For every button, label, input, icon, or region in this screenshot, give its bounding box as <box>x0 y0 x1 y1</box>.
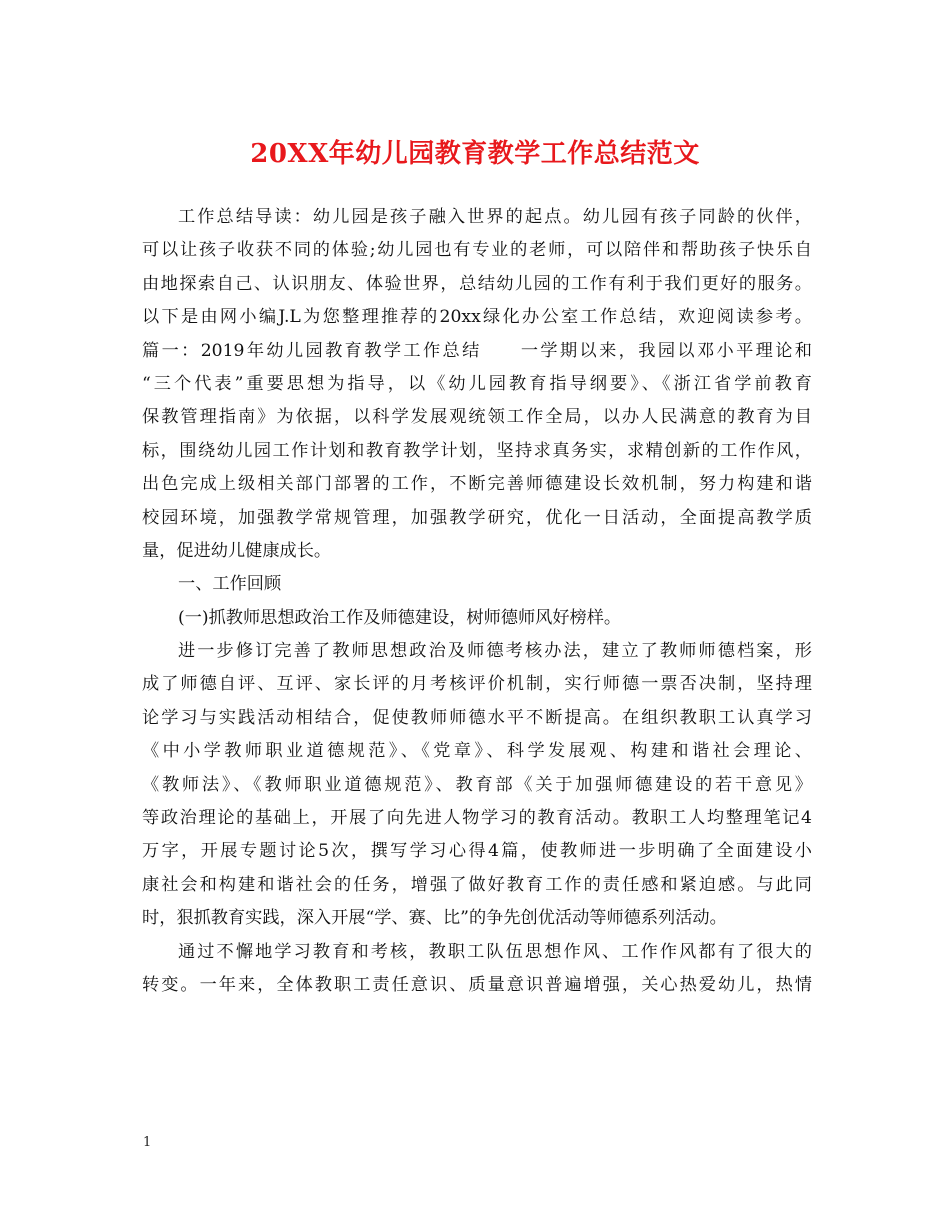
text-line: 成了师德自评、互评、家长评的月考核评价机制，实行师德一票否决制，坚持理 <box>142 674 812 695</box>
text-line: 出色完成上级相关部门部署的工作，不断完善师德建设长效机制，努力构建和谐 <box>142 474 812 495</box>
text-line: 由地探索自己、认识朋友、体验世界，总结幼儿园的工作有利于我们更好的服务。 <box>142 273 812 294</box>
text-line: 可以让孩子收获不同的体验;幼儿园也有专业的老师，可以陪伴和帮助孩子快乐自 <box>142 240 812 261</box>
document-title: 20XX年幼儿园教育教学工作总结范文 <box>250 139 700 169</box>
text-line: 工作总结导读：幼儿园是孩子融入世界的起点。幼儿园有孩子同龄的伙伴， <box>178 207 812 227</box>
text-line: 进一步修订完善了教师思想政治及师德考核办法，建立了教师师德档案，形 <box>178 641 812 662</box>
text-line: 通过不懈地学习教育和考核，教职工队伍思想作风、工作作风都有了很大的 <box>178 941 812 962</box>
text-line: 篇一：2019年幼儿园教育教学工作总结 一学期以来，我园以邓小平理论和 <box>142 340 812 361</box>
text-line: 《教师法》、《教师职业道德规范》、教育部《关于加强师德建设的若干意见》 <box>142 774 812 795</box>
text-line: 校园环境，加强教学常规管理，加强教学研究，优化一日活动，全面提高教学质 <box>142 507 812 528</box>
text-line: 等政治理论的基础上，开展了向先进人物学习的教育活动。教职工人均整理笔记4 <box>142 808 812 829</box>
page-number: 1 <box>143 1135 152 1150</box>
text-line: “三个代表”重要思想为指导，以《幼儿园教育指导纲要》、《浙江省学前教育 <box>142 373 812 394</box>
text-line: 《中小学教师职业道德规范》、《党章》、科学发展观、构建和谐社会理论、 <box>142 741 812 762</box>
text-line: 标，围绕幼儿园工作计划和教育教学计划，坚持求真务实，求精创新的工作作风， <box>142 440 812 461</box>
document-body <box>142 201 812 1002</box>
text-line: 转变。一年来，全体教职工责任意识、质量意识普遍增强，关心热爱幼儿，热情 <box>142 974 812 995</box>
text-line: 万字，开展专题讨论5次，撰写学习心得4篇，使教师进一步明确了全面建设小 <box>142 841 812 862</box>
text-line: 量，促进幼儿健康成长。 <box>142 540 332 561</box>
text-line: 一、工作回顾 <box>178 574 282 595</box>
text-line: 保教管理指南》为依据，以科学发展观统领工作全局，以办人民满意的教育为目 <box>142 407 812 428</box>
text-line: 康社会和构建和谐社会的任务，增强了做好教育工作的责任感和紧迫感。与此同 <box>142 874 812 895</box>
text-line: 以下是由网小编J.L为您整理推荐的20xx绿化办公室工作总结，欢迎阅读参考。 <box>142 307 812 328</box>
text-line: 时，狠抓教育实践，深入开展“学、赛、比”的争先创优活动等师德系列活动。 <box>142 908 727 929</box>
text-line: 论学习与实践活动相结合，促使教师师德水平不断提高。在组织教职工认真学习 <box>142 707 812 728</box>
text-line: (一)抓教师思想政治工作及师德建设，树师德师风好榜样。 <box>178 607 622 628</box>
